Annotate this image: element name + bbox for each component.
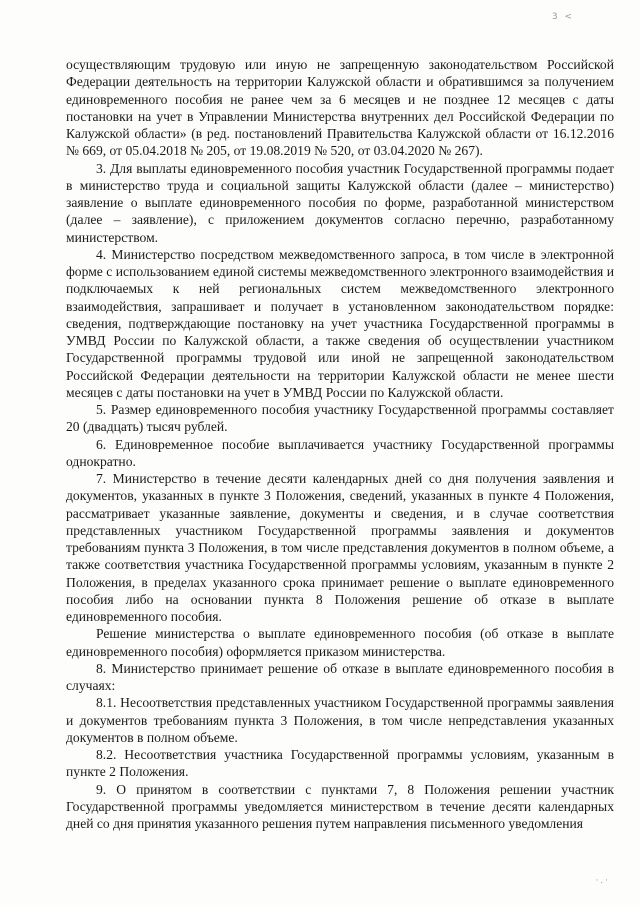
paragraph-4: 4. Министерство посредством межведомственного запроса, в том числе в электронной форме с использованием единой системы межведомственного электронного взаимодействия и подключаемых к ней региональных систем межведомственного электронного взаимодействия, запрашивает и получает в установленном законодательством порядке: сведения, подтверждающие постановку на учет участника Государственной программы в УМВД России по Калужской области, а также сведения об осуществлении участником Государственной программы трудовой или иной не запрещенной законодательством Российской Федерации деятельности на территории Калужской области не менее шести месяцев с даты постановки на учет в УМВД России по Калужской области. (66, 246, 614, 400)
scan-mark-bottom: ·.· (595, 876, 610, 886)
scan-mark-top: 3 < (551, 12, 574, 22)
paragraph-7-decision: Решение министерства о выплате единовременного пособия (об отказе в выплате единовременного пособия) оформляется приказом министерства. (66, 626, 614, 659)
paragraph-7: 7. Министерство в течение десяти календарных дней со дня получения заявления и документов, указанных в пункте 3 Положения, сведений, указанных в пункте 4 Положения, рассматривает указанные заявление, документы и сведения, и в случае соответствия представленных участником Государственной программы заявления и документов требованиям пункта 3 Положения, в том числе представления документов в полном объеме, а также соответствия участника Государственной программы условиям, указанным в пункте 2 Положения, в пределах указанного срока принимает решение о выплате единовременного пособия либо на основании пункта 8 Положения решение об отказе в выплате единовременного пособия. (66, 471, 614, 624)
paragraph-3: 3. Для выплаты единовременного пособия участник Государственной программы подает в министерство труда и социальной защиты Калужской области (далее – министерство) заявление о выплате единовременного пособия по форме, разработанной министерством (далее – заявление), с приложением документов согласно перечню, разработанному министерством. (66, 160, 614, 245)
paragraph-6: 6. Единовременное пособие выплачивается участнику Государственной программы однократно. (66, 436, 614, 469)
paragraph-9: 9. О принятом в соответствии с пунктами 7, 8 Положения решении участник Государственной программы уведомляется министерством в течение десяти календарных дней со дня принятия указанного решения путем направления письменного уведомления (66, 781, 614, 831)
paragraph-continuation: осуществляющим трудовую или иную не запрещенную законодательством Российской Федерации деятельность на территории Калужской области и обратившимся за получением единовременного пособия не ранее чем за 6 месяцев и не позднее 12 месяцев с даты постановки на учет в Управлении Министерства внутренних дел Российской Федерации по Калужской области» (в ред. постановлений Правительства Калужской области от 16.12.2016 № 669, от 05.04.2018 № 205, от 19.08.2019 № 520, от 03.04.2020 № 267). (66, 57, 614, 159)
paragraph-8-1: 8.1. Несоответствия представленных участником Государственной программы заявления и документов требованиям пункта 3 Положения, в том числе непредставления указанных документов в полном объеме. (66, 695, 614, 745)
paragraph-5: 5. Размер единовременного пособия участнику Государственной программы составляет 20 (двадцать) тысяч рублей. (66, 402, 614, 435)
document-body (66, 56, 614, 832)
paragraph-8-2: 8.2. Несоответствия участника Государственной программы условиям, указанным в пункте 2 Положения. (66, 747, 614, 780)
paragraph-8: 8. Министерство принимает решение об отказе в выплате единовременного пособия в случаях: (66, 660, 614, 693)
